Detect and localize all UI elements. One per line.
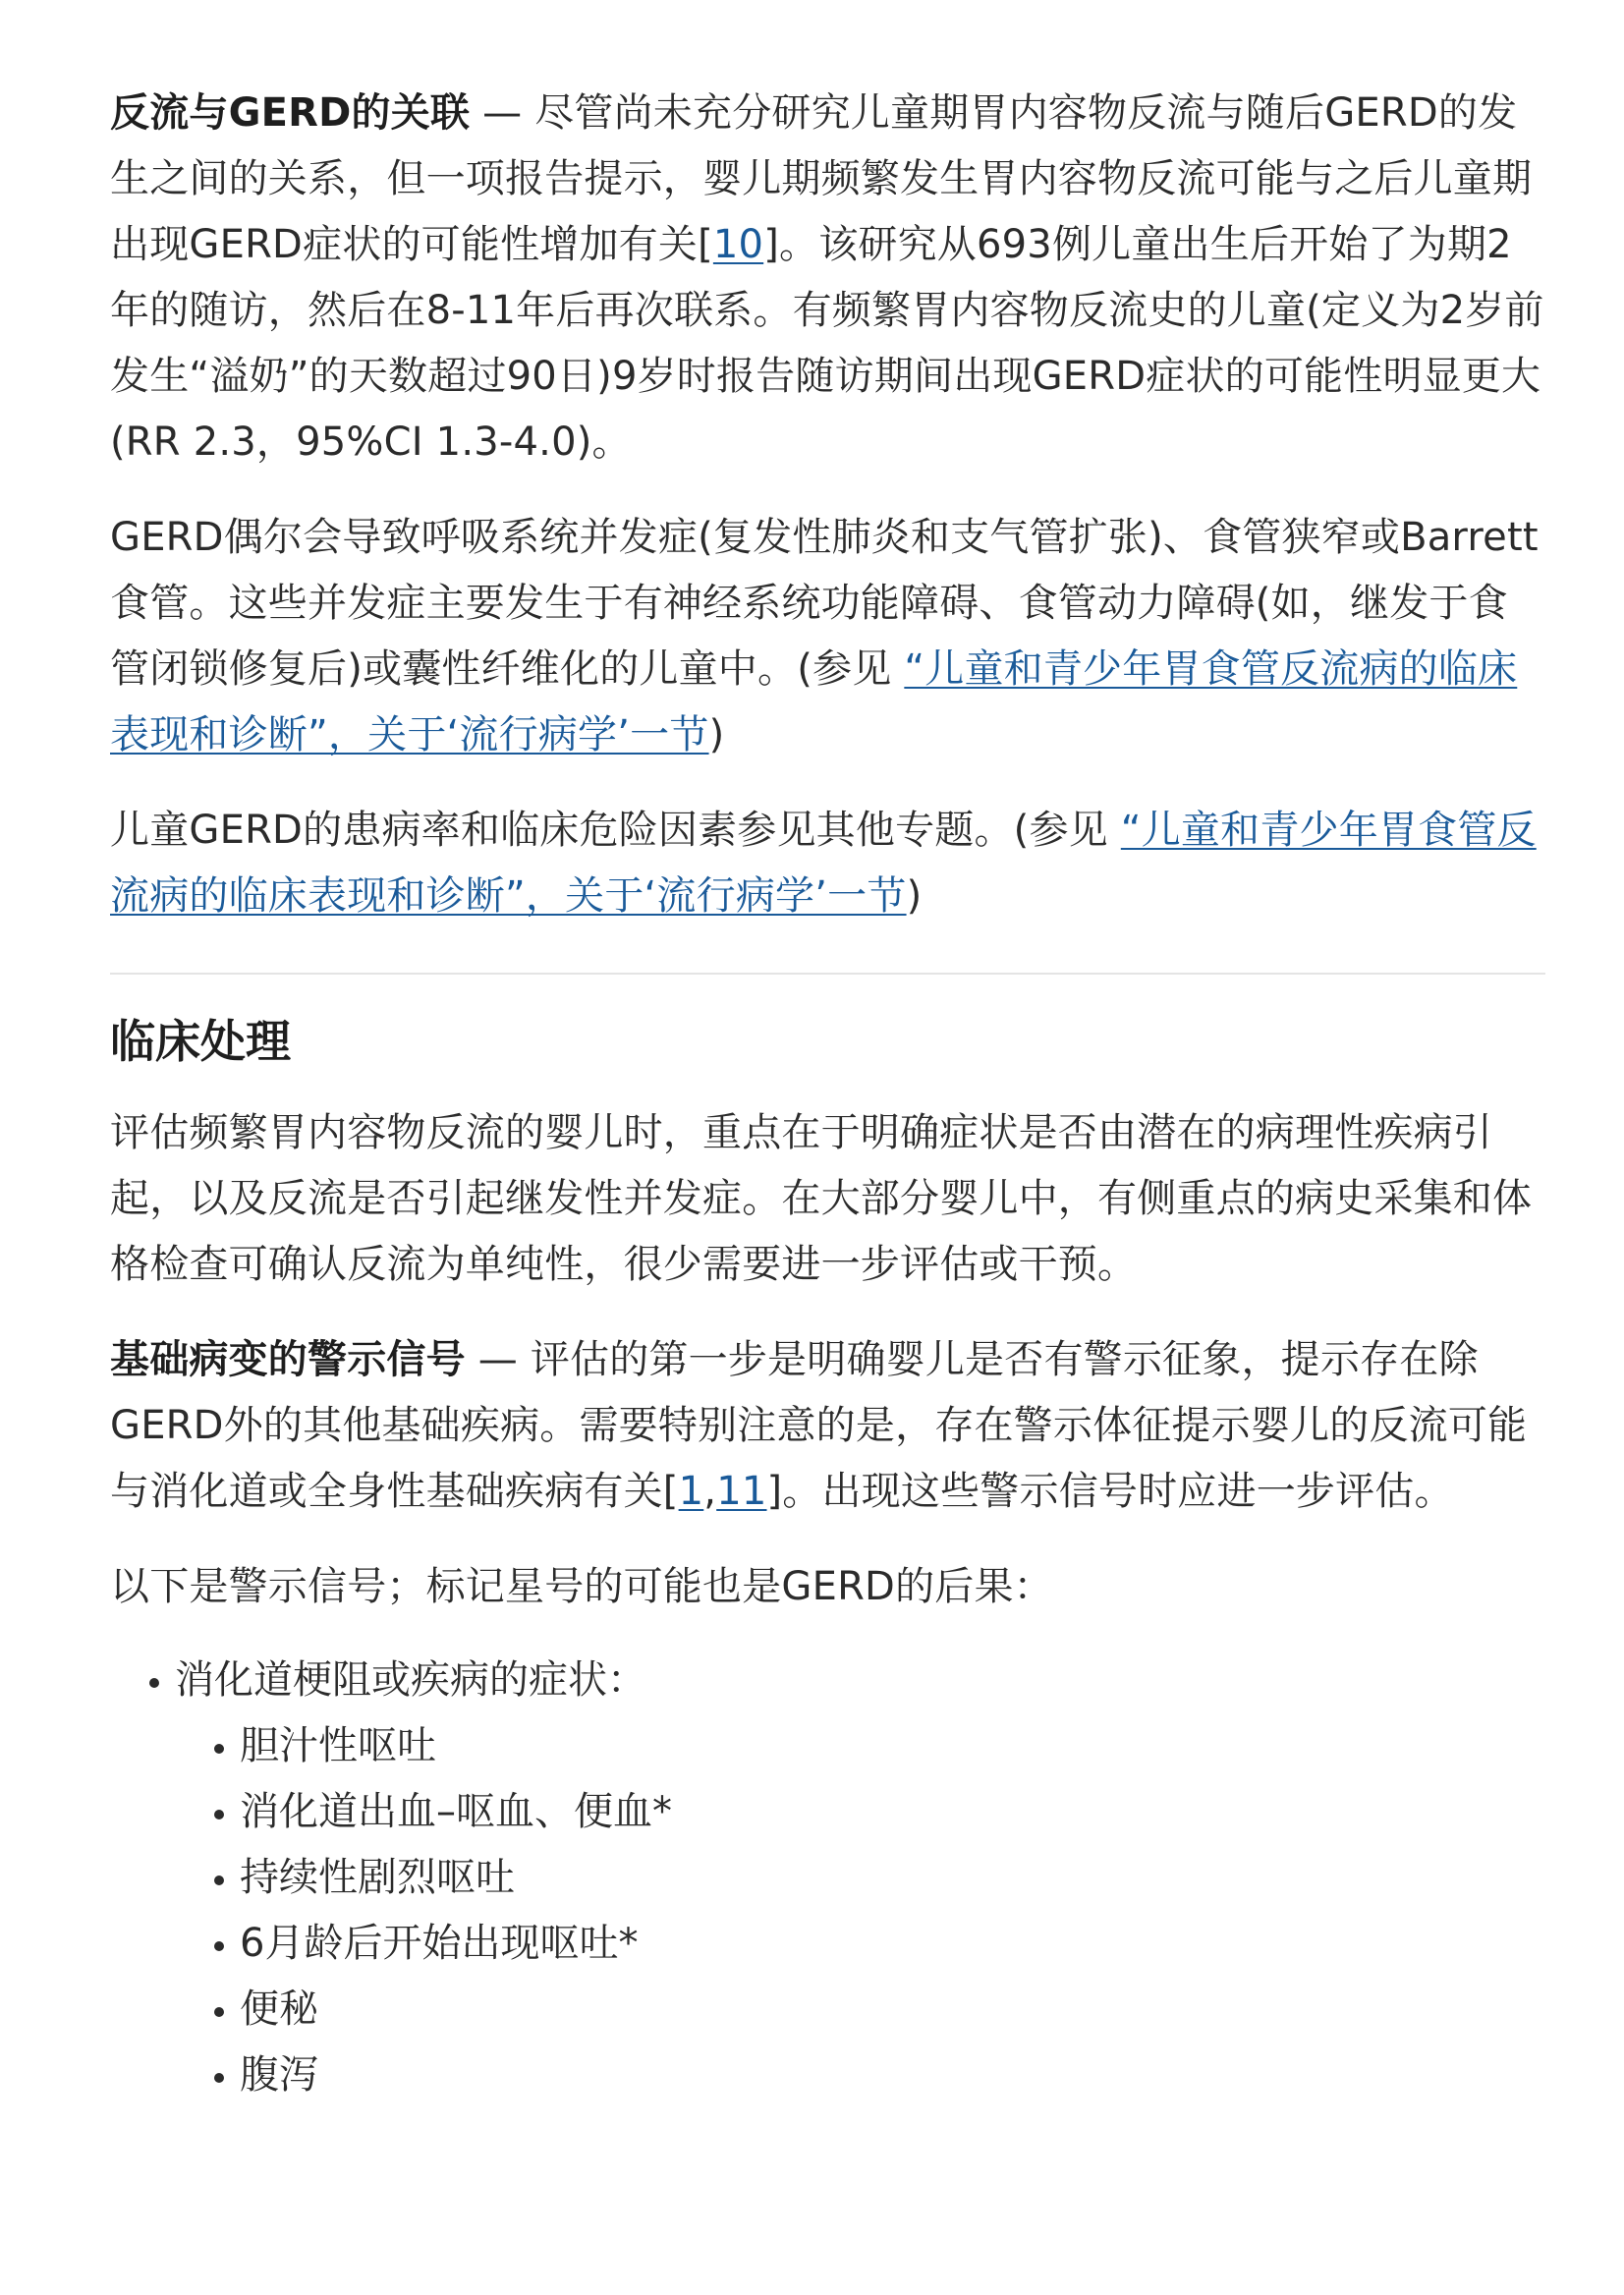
warning-signs-list bbox=[110, 1648, 1545, 2108]
paragraph-clinical-evaluation: 评估频繁胃内容物反流的婴儿时，重点在于明确症状是否由潜在的病理性疾病引起，以及反流是否引起继发性并发症。在大部分婴儿中，有侧重点的病史采集和体格检查可确认反流为单纯性，很少需要进一步评估或干预。 bbox=[110, 1110, 1533, 1287]
paragraph-text: ]。该研究从693例儿童出生后开始了为期2年的随访，然后在8-11年后再次联系。有频繁胃内容物反流史的儿童(定义为2岁前发生“溢奶”的天数超过90日)9岁时报告随访期间出现GERD症状的可能性明显更大(RR 2.3，95%CI 1.3-4.0)。 bbox=[110, 222, 1544, 465]
cross-reference-link[interactable]: “儿童和青少年胃食管反流病的临床表现和诊断”，关于‘流行病学’一节 bbox=[110, 646, 1518, 757]
sub-list-item: 6月龄后开始出现呕吐* bbox=[240, 1911, 1545, 1977]
reference-separator: , bbox=[703, 1469, 717, 1514]
paragraph-complications bbox=[110, 505, 1545, 768]
sub-list-item: 胆汁性呕吐 bbox=[240, 1713, 1545, 1779]
cross-reference-link[interactable]: “儿童和青少年胃食管反流病的临床表现和诊断”，关于‘流行病学’一节 bbox=[110, 808, 1537, 919]
sub-list-item: 消化道出血–呕血、便血* bbox=[240, 1779, 1545, 1845]
sub-list-item: 便秘 bbox=[240, 1977, 1545, 2043]
paragraph-heading: 基础病变的警示信号 bbox=[110, 1337, 466, 1382]
sub-list-item: 腹泻 bbox=[240, 2043, 1545, 2108]
list-item bbox=[175, 1648, 1545, 2108]
paragraph-text: ]。出现这些警示信号时应进一步评估。 bbox=[766, 1469, 1454, 1514]
paragraph-text: 儿童GERD的患病率和临床危险因素参见其他专题。(参见 bbox=[110, 808, 1121, 853]
paragraph-list-intro: 以下是警示信号；标记星号的可能也是GERD的后果： bbox=[110, 1564, 1053, 1609]
paragraph-text: — 尽管尚未充分研究儿童期胃内容物反流与随后GERD的发生之间的关系，但一项报告提示，婴儿期频繁发生胃内容物反流可能与之后儿童期出现GERD症状的可能性增加有关[ bbox=[110, 90, 1533, 267]
paragraph-warning-signs bbox=[110, 1327, 1545, 1525]
paragraph-prevalence bbox=[110, 798, 1545, 929]
section-divider bbox=[110, 973, 1545, 975]
paragraph-heading: 反流与GERD的关联 bbox=[110, 90, 471, 136]
paragraph-reflux-gerd-link bbox=[110, 81, 1545, 476]
paragraph-text: ) bbox=[906, 873, 923, 919]
paragraph-text: — 评估的第一步是明确婴儿是否有警示征象，提示存在除GERD外的其他基础疾病。需要特别注意的是，存在警示体征提示婴儿的反流可能与消化道或全身性基础疾病有关[ bbox=[110, 1337, 1528, 1514]
sub-list bbox=[175, 1713, 1545, 2108]
list-item-label: 消化道梗阻或疾病的症状： bbox=[175, 1657, 646, 1703]
section-title: 临床处理 bbox=[110, 1015, 291, 1068]
reference-link[interactable]: 1 bbox=[678, 1469, 704, 1514]
reference-link[interactable]: 10 bbox=[712, 222, 764, 267]
paragraph-text: ) bbox=[708, 712, 725, 757]
paragraph-text: GERD偶尔会导致呼吸系统并发症(复发性肺炎和支气管扩张)、食管狭窄或Barrett食管。这些并发症主要发生于有神经系统功能障碍、食管动力障碍(如，继发于食管闭锁修复后)或囊性纤维化的儿童中。(参见 bbox=[110, 515, 1539, 692]
reference-link[interactable]: 11 bbox=[716, 1469, 767, 1514]
sub-list-item: 持续性剧烈呕吐 bbox=[240, 1845, 1545, 1911]
